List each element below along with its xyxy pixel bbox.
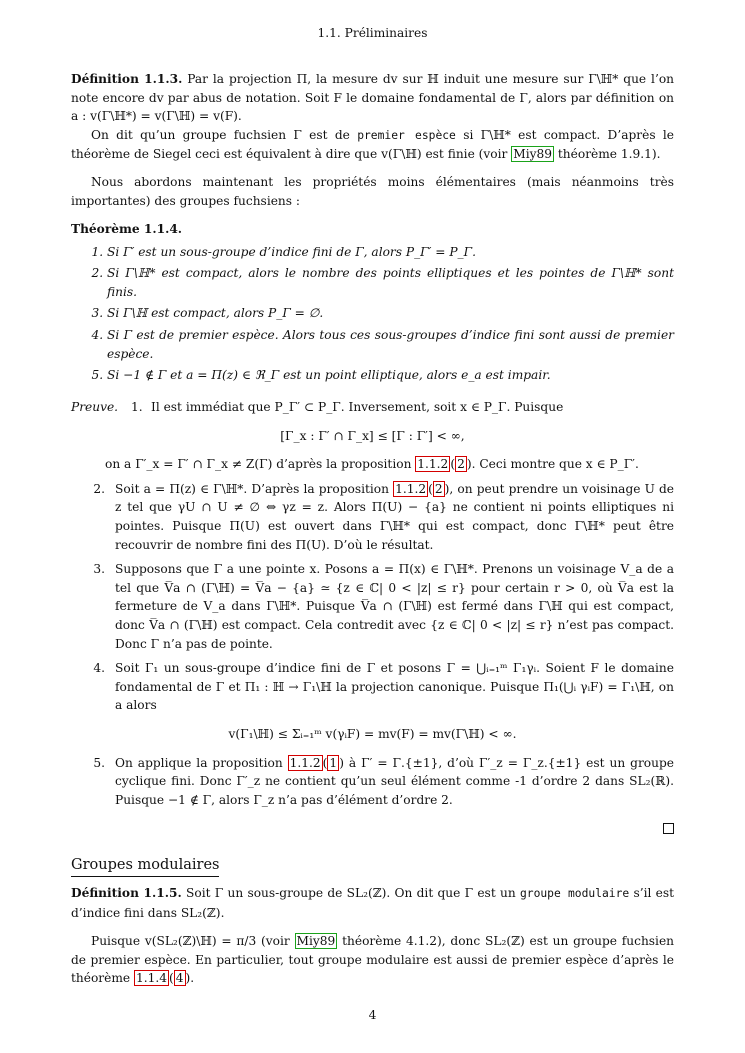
intro-text: Nous abordons maintenant les propriétés moins élémentaires (mais néanmoins très importantes) des groupes fuchsiens :	[71, 175, 674, 208]
proof-text: Soit a = Π(z) ∈ Γ\ℍ*. D’après la proposition	[115, 481, 389, 496]
definition-1-1-3	[71, 70, 674, 164]
cross-reference-link[interactable]: 4	[175, 971, 184, 986]
running-header: 1.1. Préliminaires	[317, 26, 428, 40]
display-equation: v(Γ₁\ℍ) ≤ Σᵢ₌₁ᵐ v(γᵢF) = mv(F) = mv(Γ\ℍ) < ∞.	[228, 726, 517, 741]
proof-text: à Γ′ = Γ.{±1}, d’où Γ′_z = Γ_z.{±1} est un groupe cyclique fini. Donc Γ′_z ne contient qu’un seul élément comme -1 d’ordre 2 dans SL₂(ℝ). Puisque −1 ∉ Γ, alors Γ_z n’a pas d’élément d’ordre 2.	[115, 755, 674, 807]
cross-reference-link[interactable]: 1	[329, 755, 338, 770]
qed-square-icon	[663, 823, 674, 834]
proof-item-number: 4.	[93, 661, 105, 676]
proof-text: Supposons que Γ a une pointe x. Posons a = Π(x) ∈ Γ\ℍ*. Prenons un voisinage V_a de a tel que V̅a ∩ (Γ\ℍ) = V̅a − {a} ≃ {z ∈ ℂ| 0 < |z| ≤ r} pour certain r > 0, où V̅a est la fermeture de V_a dans Γ\ℍ*. Puisque V̅a ∩ (Γ\ℍ) est fermé dans Γ\ℍ qui est compact, donc V̅a ∩ (Γ\ℍ) est compact. Cela contredit avec {z ∈ ℂ| 0 < |z| ≤ r} n’est pas compact. Donc Γ n’a pas de pointe.	[115, 562, 674, 651]
proof-item-number: 3.	[93, 562, 105, 577]
definition-text: s’il est d’indice fini dans SL₂(ℤ).	[71, 886, 675, 920]
proof-label: Preuve.	[71, 400, 119, 414]
cross-reference-link[interactable]: 2	[457, 457, 465, 472]
definition-text: si Γ\ℍ* est compact. D’après le théorème de Siegel ceci est équivalent à dire que v(Γ\ℍ) est finie (voir	[71, 127, 675, 162]
theorem-items	[71, 243, 674, 385]
proof-text: On applique la proposition	[115, 755, 283, 770]
citation-link[interactable]: Miy89	[296, 934, 336, 948]
closing-paragraph: Puisque v(SL₂(ℤ)\ℍ) = π/3 (voir Miy89 théorème 4.1.2), donc SL₂(ℤ) est un groupe fuchsien de premier espèce. En particulier, tout groupe modulaire est aussi de premier espèce d’après le théorème 1.1.4 ( 4 ).	[71, 934, 675, 986]
theorem-item: 3. Si Γ\ℍ est compact, alors P_Γ = ∅.	[107, 304, 674, 323]
proof-text: . Ceci montre que x ∈ P_Γ′.	[471, 457, 639, 472]
section-heading	[71, 856, 219, 877]
definition-text: Soit Γ un sous-groupe de SL₂(ℤ). On dit que Γ est un	[186, 886, 516, 900]
definition-text: théorème 1.9.1).	[557, 147, 661, 162]
cross-reference-link[interactable]: 1.1.2	[417, 457, 449, 472]
section-title: Groupes modulaires	[71, 856, 219, 877]
proof-item-number: 2.	[93, 481, 105, 496]
term-groupe-modulaire: groupe modulaire	[519, 887, 630, 900]
intro-paragraph	[71, 173, 674, 210]
display-equation: [Γ_x : Γ′ ∩ Γ_x] ≤ [Γ : Γ′] < ∞,	[280, 428, 465, 443]
definition-label: Définition 1.1.3.	[71, 72, 183, 86]
paragraph-text: .	[190, 971, 195, 986]
proof-text: , on peut prendre un voisinage U de z tel que γU ∩ U ≠ ∅ ⇔ γz = z. Alors Π(U) − {a} ne contient ni points elliptiques ni pointes. Puisque Π(U) est ouvert dans Γ\ℍ* qui est compact, donc Γ\ℍ* peut être recouvrir de nombre fini des Π(U). D’où le résultat.	[115, 481, 674, 552]
definition-1-1-5	[71, 884, 674, 922]
definition-text: Par la projection Π, la mesure dv sur ℍ induit une mesure sur Γ\ℍ* que l’on note encore dv par abus de notation. Soit F le domaine fondamental de Γ, alors par définition on a : v(Γ\ℍ*) = v(Γ\ℍ) = v(F).	[71, 72, 675, 124]
theorem-item: 4. Si Γ est de premier espèce. Alors tous ces sous-groupes d’indice fini sont aussi de premier espèce.	[107, 326, 674, 363]
page-number: 4	[368, 1008, 377, 1022]
theorem-item: 5. Si −1 ∉ Γ et a = Π(z) ∈ ℜ_Γ est un point elliptique, alors e_a est impair.	[107, 366, 674, 385]
term-premier-espece: premier espèce	[357, 128, 456, 142]
proof-item-number: 1.	[131, 400, 143, 414]
cross-reference-link[interactable]: 1.1.4	[135, 971, 167, 986]
citation-link[interactable]: Miy89	[513, 147, 553, 162]
definition-label: Définition 1.1.5.	[71, 886, 182, 900]
theorem-item: 1. Si Γ′ est un sous-groupe d’indice fini de Γ, alors P_Γ′ = P_Γ.	[107, 243, 674, 262]
definition-text: On dit qu’un groupe fuchsien Γ est de	[91, 127, 350, 142]
cross-reference-link[interactable]: 1.1.2	[395, 481, 427, 496]
theorem-label: Théorème 1.1.4.	[71, 222, 183, 236]
proof-text: Il est immédiat que P_Γ′ ⊂ P_Γ. Inversement, soit x ∈ P_Γ. Puisque	[151, 400, 564, 414]
proof-text: on a Γ′_x = Γ′ ∩ Γ_x ≠ Z(Γ) d’après la proposition	[105, 457, 412, 472]
theorem-1-1-4	[71, 220, 674, 388]
proof-item-number: 5.	[93, 755, 105, 770]
cross-reference-link[interactable]: 2	[434, 481, 443, 496]
paragraph-text: Puisque v(SL₂(ℤ)\ℍ) = π/3 (voir	[91, 934, 290, 948]
proof-text: Soit Γ₁ un sous-groupe d’indice fini de Γ et posons Γ = ⋃ᵢ₌₁ᵐ Γ₁γᵢ. Soient F le domaine fondamental de Γ et Π₁ : ℍ → Γ₁\ℍ la projection canonique. Puisque Π₁(⋃ᵢ γᵢF) = Γ₁\ℍ, on a alors	[115, 661, 674, 713]
paragraph-text: théorème 4.1.2), donc SL₂(ℤ) est un groupe fuchsien de premier espèce. En particulier, tout groupe modulaire est aussi de premier espèce d’après le théorème	[71, 934, 675, 986]
proof-block: Preuve. 1. Il est immédiat que P_Γ′ ⊂ P_Γ. Inversement, soit x ∈ P_Γ. Puisque [Γ_x : Γ′ ∩ Γ_x] ≤ [Γ : Γ′] < ∞, on a Γ′_x = Γ′ ∩ Γ_x ≠ Z(Γ) d’après la proposition 1.1.2 ( 2 ). Ceci montre que x ∈ P_Γ′. 2. Soit a = Π(z) ∈ Γ\ℍ*. D’après la proposition 1.1.2 ( 2 ), on peut prendre un voisinage U de z tel que γU ∩ U ≠ ∅ ⇔ γz = z. Alors Π(U) − {a} ne contient ni points elliptiques ni pointes. Puisque Π(U) est ouvert dans Γ\ℍ* qui est compact, donc Γ\ℍ* peut être recouvrir de nombre fini des Π(U). D’où le résultat. 3. Supposons que Γ a une pointe x. Posons a = Π(x) ∈ Γ\ℍ*. Prenons un voisinage V_a de a tel que V̅a ∩ (Γ\ℍ) = V̅a − {a} ≃ {z ∈ ℂ| 0 < |z| ≤ r} pour certain r > 0, où V̅a est la fermeture de V_a dans Γ\ℍ*. Puisque V̅a ∩ (Γ\ℍ) est fermé dans Γ\ℍ qui est compact, donc V̅a ∩ (Γ\ℍ) est compact. Cela contredit avec {z ∈ ℂ| 0 < |z| ≤ r} n’est pas compact. Donc Γ n’a pas de pointe. 4. Soit Γ₁ un sous-groupe d’indice fini de Γ et posons Γ = ⋃ᵢ₌₁ᵐ Γ₁γᵢ. Soient F le domaine fondamental de Γ et Π₁ : ℍ → Γ₁\ℍ la projection canonique. Puisque Π₁(⋃ᵢ γᵢF) = Γ₁\ℍ, on a alors v(Γ₁\ℍ) ≤ Σᵢ₌₁ᵐ v(γᵢF) = mv(F) = mv(Γ\ℍ) < ∞. 5. On applique la proposition 1.1.2 ( 1 ) à Γ′ = Γ.{±1}, d’où Γ′_z = Γ_z.{±1} est un groupe cyclique fini. Donc Γ′_z ne contient qu’un seul élément comme -1 d’ordre 2 dans SL₂(ℝ). Puisque −1 ∉ Γ, alors Γ_z n’a pas d’élément d’ordre 2.	[71, 398, 674, 815]
cross-reference-link[interactable]: 1.1.2	[289, 755, 321, 770]
theorem-item: 2. Si Γ\ℍ* est compact, alors le nombre des points elliptiques et les pointes de Γ\ℍ* sont finis.	[107, 264, 674, 301]
